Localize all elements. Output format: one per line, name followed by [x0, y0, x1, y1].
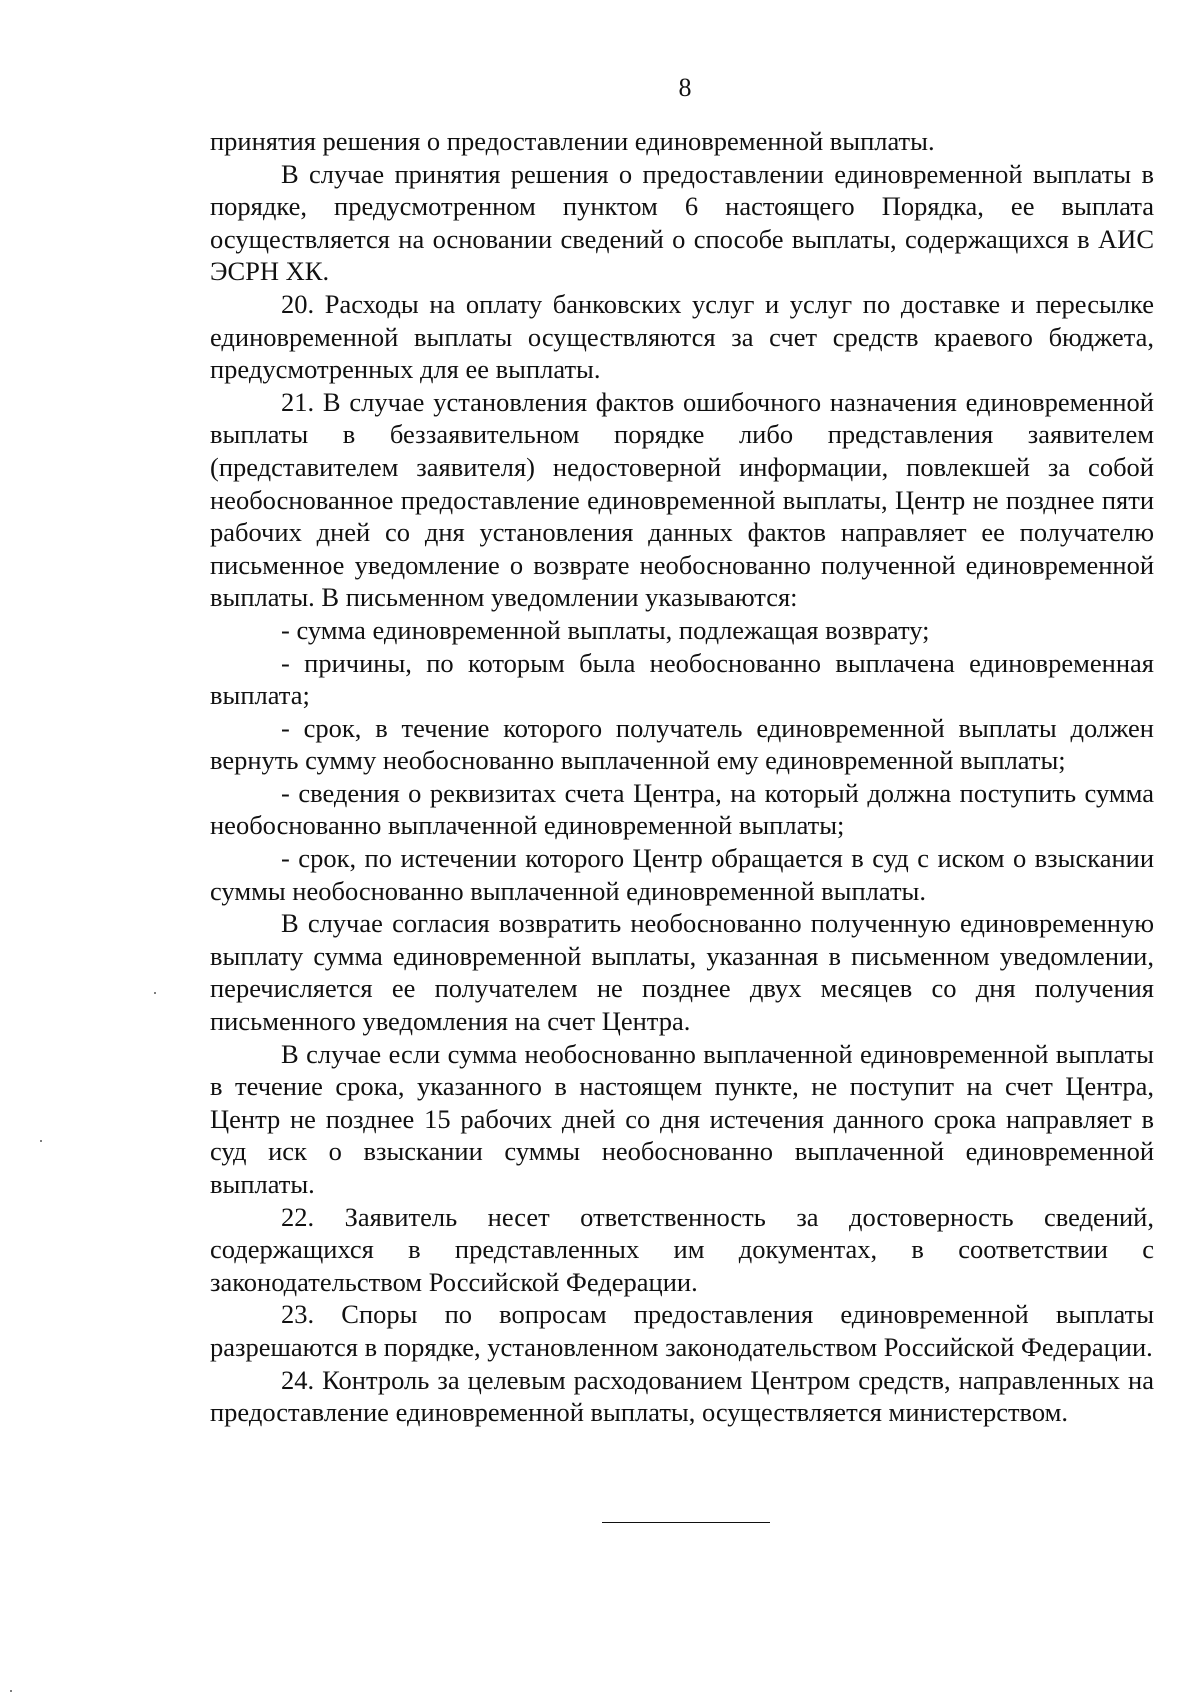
paragraph-item-24: 24. Контроль за целевым расходованием Центром средств, направленных на предоставление единовременной выплаты, осуществляется министерством. — [210, 1364, 1154, 1428]
scan-speck — [40, 1140, 42, 1142]
body-text — [210, 125, 1154, 1429]
paragraph-item-22: 22. Заявитель несет ответственность за достоверность сведений, содержащихся в представленных им документах, в соответствии с законодательством Российской Федерации. — [210, 1201, 1154, 1297]
paragraph-item-23: 23. Споры по вопросам предоставления единовременной выплаты разрешаются в порядке, установленном законодательством Российской Федерации. — [210, 1299, 1154, 1362]
end-of-document-rule — [602, 1522, 770, 1523]
scan-speck — [154, 992, 156, 994]
list-item-court-term: - срок, по истечении которого Центр обращается в суд с иском о взыскании суммы необоснованно выплаченной единовременной выплаты. — [210, 843, 1154, 906]
paragraph-payment-method: В случае принятия решения о предоставлении единовременной выплаты в порядке, предусмотренном пунктом 6 настоящего Порядка, ее выплата осуществляется на основании сведений о способе выплаты, содержащихся в АИС ЭСРН ХК. — [210, 158, 1154, 287]
paragraph-item-21: 21. В случае установления фактов ошибочного назначения единовременной выплаты в беззаявительном порядке либо представления заявителем (представителем заявителя) недостоверной информации, повлекшей за собой необоснованное предоставление единовременной выплаты, Центр не позднее пяти рабочих дней со дня установления данных фактов направляет ее получателю письменное уведомление о возврате необоснованно полученной единовременной выплаты. В письменном уведомлении указываются: — [210, 386, 1154, 613]
list-item-account-details: - сведения о реквизитах счета Центра, на который должна поступить сумма необоснованно выплаченной единовременной выплаты; — [210, 777, 1154, 841]
paragraph-court-claim: В случае если сумма необоснованно выплаченной единовременной выплаты в течение срока, указанного в настоящем пункте, не поступит на счет Центра, Центр не позднее 15 рабочих дней со дня истечения данного срока направляет в суд иск о взыскании суммы необоснованно выплаченной единовременной выплаты. — [210, 1038, 1154, 1199]
paragraph-voluntary-return: В случае согласия возвратить необоснованно полученную единовременную выплату сумма единовременной выплаты, указанная в письменном уведомлении, перечисляется ее получателем не позднее двух месяцев со дня получения письменного уведомления на счет Центра. — [210, 908, 1154, 1037]
list-item-reasons: - причины, по которым была необоснованно выплачена единовременная выплата; — [210, 647, 1154, 711]
paragraph-item-20: 20. Расходы на оплату банковских услуг и услуг по доставке и пересылке единовременной выплаты осуществляются за счет средств краевого бюджета, предусмотренных для ее выплаты. — [210, 288, 1154, 385]
list-item-amount: - сумма единовременной выплаты, подлежащая возврату; — [281, 614, 930, 645]
list-item-deadline: - срок, в течение которого получатель единовременной выплаты должен вернуть сумму необоснованно выплаченной ему единовременной выплаты; — [210, 712, 1154, 776]
page-number: 8 — [678, 73, 692, 102]
scan-speck — [10, 1690, 12, 1692]
paragraph-continuation: принятия решения о предоставлении единовременной выплаты. — [210, 126, 935, 156]
